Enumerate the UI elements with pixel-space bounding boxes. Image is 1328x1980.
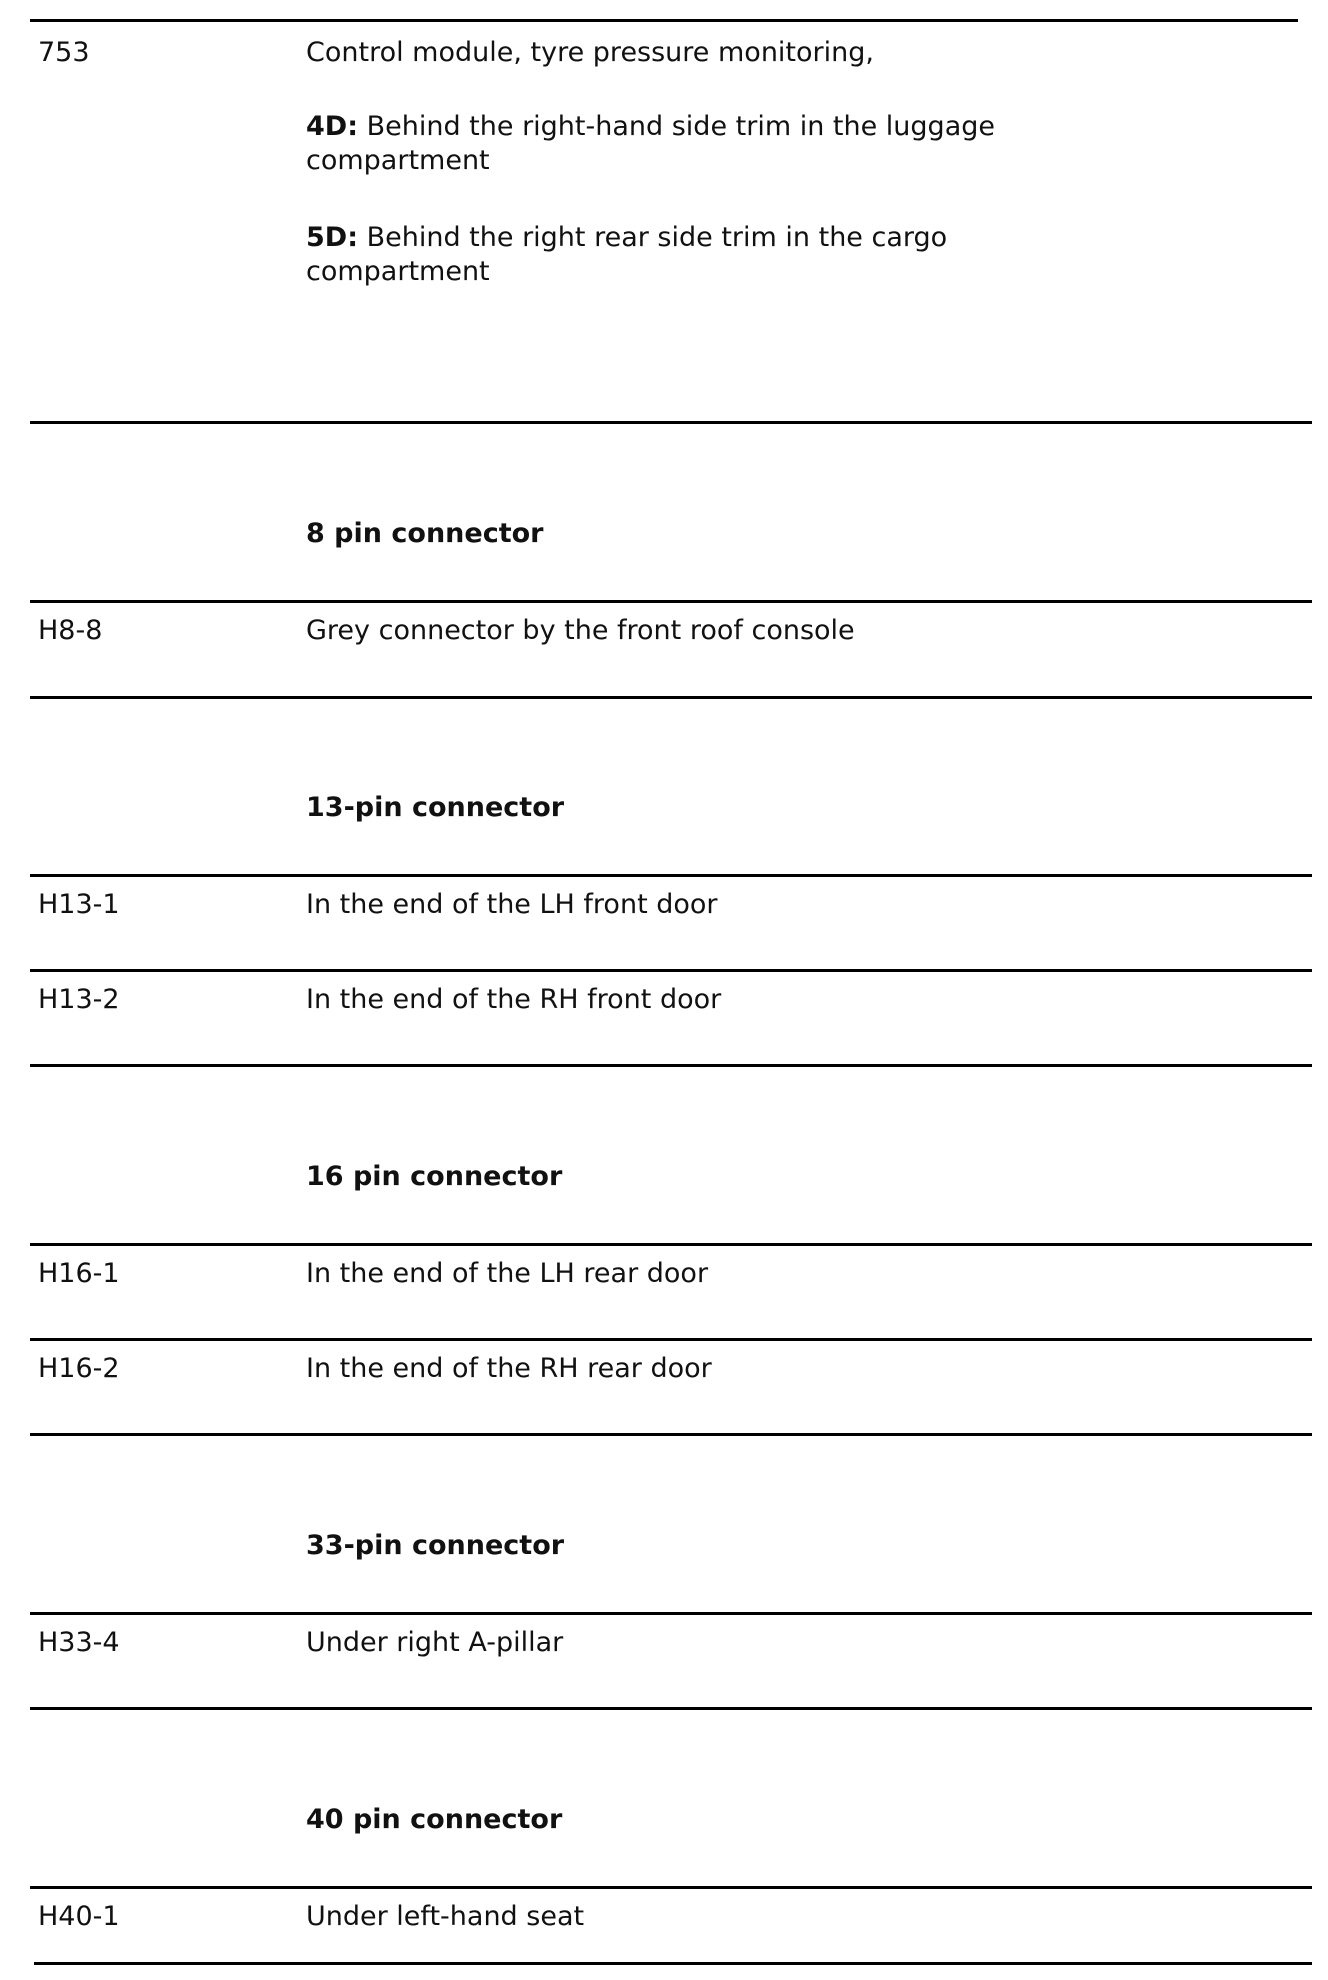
connector-location: Under right A-pillar (306, 1627, 564, 1658)
location-4d-line1 (306, 110, 995, 144)
location-4d-text: Behind the right-hand side trim in the luggage (366, 111, 995, 142)
row-divider (30, 969, 1312, 972)
row-divider (30, 1433, 1312, 1436)
connector-code: H8-8 (38, 615, 103, 646)
connector-code: H13-2 (38, 984, 120, 1015)
connector-location: In the end of the LH rear door (306, 1258, 709, 1289)
row-divider (30, 1707, 1312, 1710)
location-5d-text: Behind the right rear side trim in the cargo (366, 222, 948, 253)
row-divider (30, 600, 1312, 603)
connector-code: H16-2 (38, 1353, 120, 1384)
connector-code: H33-4 (38, 1627, 120, 1658)
section-heading-8-pin: 8 pin connector (306, 518, 544, 549)
row-divider (30, 1612, 1312, 1615)
component-title: Control module, tyre pressure monitoring, (306, 37, 874, 68)
location-4d-line2: compartment (306, 145, 490, 176)
connector-location: Under left-hand seat (306, 1901, 585, 1932)
section-heading-16-pin: 16 pin connector (306, 1161, 563, 1192)
location-5d-key: 5D: (306, 222, 358, 253)
connector-location: In the end of the LH front door (306, 889, 718, 920)
table-top-rule (30, 19, 1298, 22)
connector-code: H13-1 (38, 889, 120, 920)
row-divider (30, 1338, 1312, 1341)
location-4d-key: 4D: (306, 111, 358, 142)
connector-location: In the end of the RH front door (306, 984, 722, 1015)
row-divider (30, 874, 1312, 877)
row-divider (30, 1243, 1312, 1246)
connector-code: H16-1 (38, 1258, 120, 1289)
location-5d-line1 (306, 221, 947, 255)
connector-location: In the end of the RH rear door (306, 1353, 712, 1384)
component-code: 753 (38, 37, 90, 68)
section-heading-40-pin: 40 pin connector (306, 1804, 563, 1835)
section-heading-33-pin: 33-pin connector (306, 1530, 565, 1561)
row-divider (30, 1064, 1312, 1067)
location-5d-line2: compartment (306, 256, 490, 287)
connector-code: H40-1 (38, 1901, 120, 1932)
section-heading-13-pin: 13-pin connector (306, 792, 565, 823)
row-divider (30, 421, 1312, 424)
connector-location: Grey connector by the front roof console (306, 615, 855, 646)
table-bottom-rule (34, 1962, 1312, 1965)
row-divider (30, 1886, 1312, 1889)
row-divider (30, 696, 1312, 699)
